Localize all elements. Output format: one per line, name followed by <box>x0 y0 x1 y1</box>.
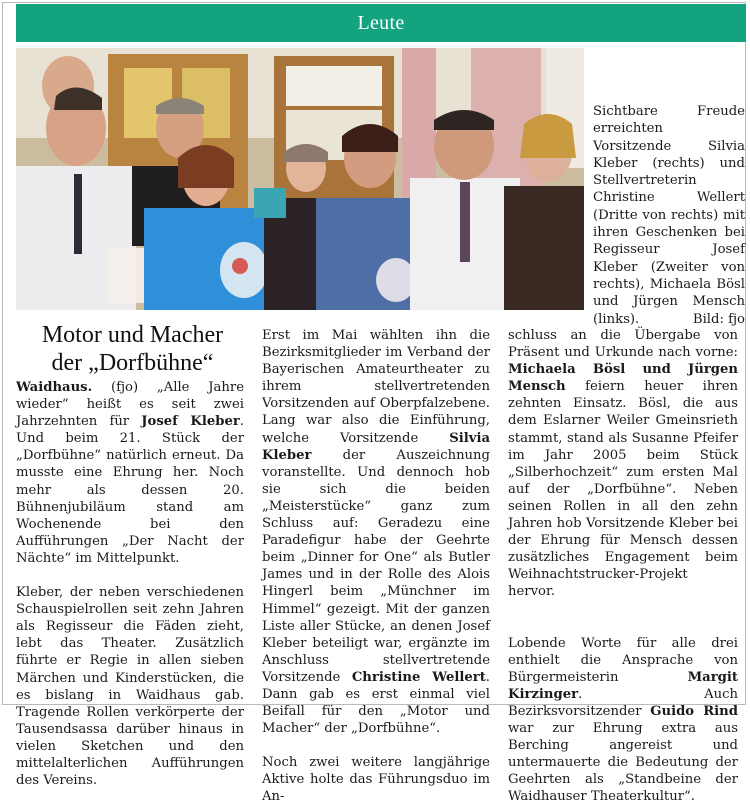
person-name: Silvia Kleber <box>262 430 490 463</box>
text: . Und beim 21. Stück der „Dorfbühne“ natürlich erneut. Da musste eine Ehrung her. Noch mehr als dessen 20. Bühnenjubiläum stand am Wochenende bei den Aufführungen „Der Nacht der Nächte“ im Mittelpunkt. <box>16 414 244 566</box>
paragraph <box>262 327 490 737</box>
text: war zur Ehrung extra aus Berching angereist und untermauerte die Bedeutung der Geehrten als „Standbeine der Waidhauser Theaterkultur“. <box>508 720 738 805</box>
article-column-2 <box>262 327 490 806</box>
article-column-1 <box>16 379 244 789</box>
headline-line-1: Motor und Macher <box>41 322 224 348</box>
group-photo <box>16 48 584 310</box>
person-name: Guido Rind <box>650 703 738 719</box>
person-name: Josef Kleber <box>141 414 240 430</box>
text: der Auszeichnung voranstellte. Und dennoch hob sie sich die beiden „Meisterstücke“ ganz zum Schluss auf: Geradezu eine Paradefigur habe der Geehrte beim „Dinner for One“ als Butler James und in der Rolle des Alois Hingerl beim „Münchner im Himmel“ gezeigt. Mit der ganzen Liste aller Stücke, an denen Josef Kleber beteiligt war, ergänzte im Anschluss stellvertretende Vorsitzende <box>262 447 490 685</box>
text: (fjo) „Alle Jahre wieder“ heißt es seit zwei Jahrzehnten für <box>16 380 244 430</box>
article-headline <box>16 321 249 377</box>
text: . Auch Bezirksvorsitzender <box>508 686 738 719</box>
person-name: Michaela Bösl und Jürgen Mensch <box>508 362 738 395</box>
article-column-3 <box>508 327 738 805</box>
photo-credit: Bild: fjo <box>692 311 745 327</box>
text: schluss an die Übergabe von Präsent und Urkunde nach vorne: <box>508 328 738 361</box>
person-name: Christine Wellert <box>351 669 486 685</box>
text: feiern heuer ihren zehnten Einsatz. Bösl, die aus dem Eslarner Weiler Gmeinsrieth stammt, stand als Susanne Pfeifer im Jahr 2005 beim Stück „Silberhochzeit“ zum ersten Mal auf der „Dorfbühne“. Neben seinen Rollen in all den zehn Jahren hob Vorsitzende Kleber bei der Ehrung für Mensch dessen zusätzliches Engagement beim Weihnachtstrucker-Projekt hervor. <box>508 379 738 600</box>
text: . Dann gab es erst einmal viel Beifall für den „Motor und Macher“ der „Dorfbühne“. <box>262 669 490 737</box>
text: Erst im Mai wählten ihn die Bezirksmitglieder im Verband der Bayerischen Amateurtheater zu ihrem stellvertretenden Vorsitzenden auf Oberpfalzebene. Lang war also die Einführung, welche Vorsitzende <box>262 328 490 446</box>
dateline: Waidhaus. <box>16 380 93 395</box>
section-title: Leute <box>357 11 405 34</box>
headline-line-2: der „Dorfbühne“ <box>51 350 214 376</box>
paragraph <box>16 379 244 567</box>
text: Lobende Worte für alle drei enthielt die Ansprache von Bürgermeisterin <box>508 635 738 685</box>
paragraph: Kleber, der neben verschiedenen Schauspielrollen seit zehn Jahren als Regisseur die Fäden zieht, lebt das Theater. Zusätzlich führte er Regie in allen sieben Märchen und Kinderstücken, die es bislang in Waidhaus gab. Tragende Rollen verkörperte der Tausendsassa darüber hinaus in vielen Sketchen und den mittelalterlichen Aufführungen des Vereins. <box>16 585 244 789</box>
section-header <box>16 4 746 42</box>
paragraph: Noch zwei weitere langjährige Aktive holte das Führungsduo im An- <box>262 755 490 805</box>
paragraph <box>508 635 738 806</box>
caption-text: Sichtbare Freude erreichten Vorsitzende Silvia Kleber (rechts) und Stellvertreterin Christine Wellert (Dritte von rechts) mit ihren Geschenken bei Regisseur Josef Kleber (Zweiter von rechts), Michaela Bösl und Jürgen Mensch (links). <box>593 104 745 327</box>
paragraph <box>508 327 738 601</box>
person-name: Margit Kirzinger <box>508 669 738 702</box>
photo-caption <box>593 103 745 328</box>
